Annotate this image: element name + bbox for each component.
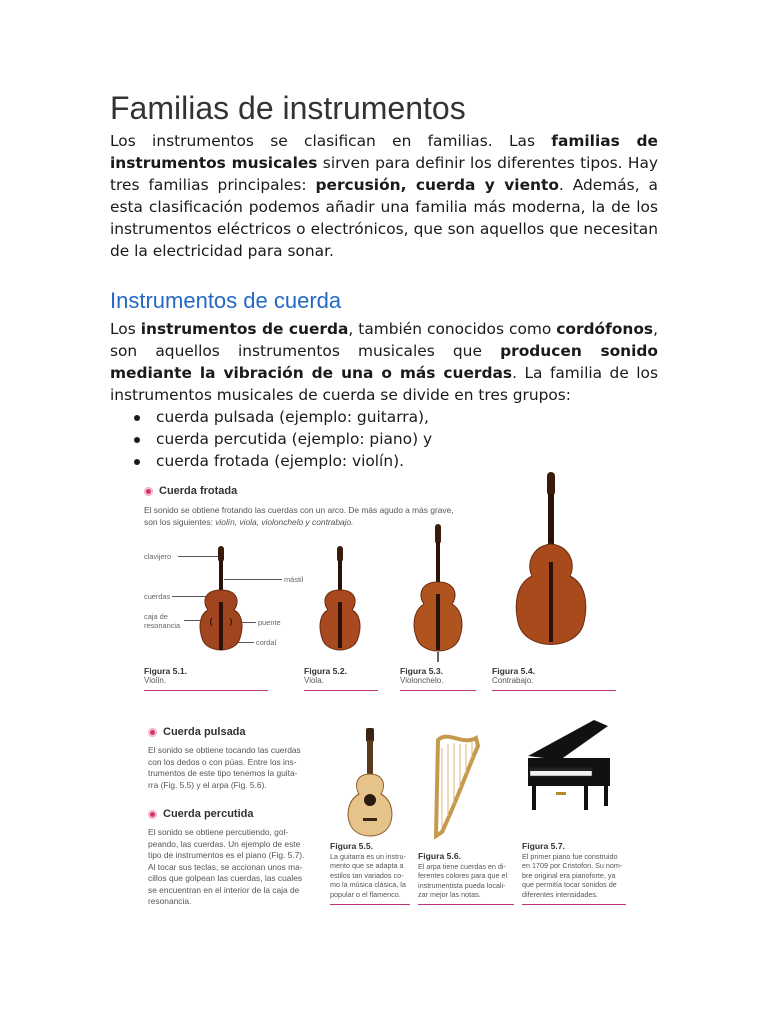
intro-text-2: sirven para definir los diferentes tipos. Hay tres familias principales: (110, 154, 658, 194)
text-line: popular o el flamenco. (330, 889, 401, 899)
frotada-text-1: El sonido se obtiene frotando las cuerdas con un arco. De más agudo a más grave, (144, 505, 454, 515)
text-line: con los dedos o con púas. Entre los ins- (148, 756, 297, 767)
caption-fig-label: Figura 5.6. (418, 851, 461, 861)
caption-fig-label: Figura 5.5. (330, 841, 373, 851)
section-bold-1: instrumentos de cuerda (140, 320, 349, 338)
caption-underline (522, 904, 626, 905)
caption-fig-5-7 (522, 842, 626, 905)
text-line: Al tocar sus teclas, se accionan unos ma- (148, 861, 303, 872)
intro-paragraph (110, 130, 658, 262)
caption-text: Contrabajo. (492, 676, 534, 685)
caption-fig-label: Figura 5.3. (400, 666, 443, 676)
text-line: que permitía tocar sonidos de (522, 880, 617, 890)
caption-underline (400, 690, 476, 691)
text-line: tipo de instrumentos es el piano (Fig. 5.7). (148, 850, 305, 860)
frotada-text-2 (144, 517, 524, 529)
text-line: mo la música clásica, la (330, 880, 406, 890)
section-text-2: , también conocidos como (348, 320, 557, 338)
label-puente: puente (258, 618, 281, 627)
text-line: rra (Fig. 5.5) y el arpa (Fig. 5.6). (148, 779, 267, 790)
pulsada-heading-text: Cuerda pulsada (163, 726, 246, 738)
text-line: bre original era pianoforte, ya (522, 870, 616, 880)
text-line: La guitarra es un instru- (330, 851, 406, 861)
caption-fig-5-6 (418, 852, 514, 905)
guitar-image (346, 728, 394, 840)
text-line: mento que se adapta a (330, 861, 404, 871)
list-item: cuerda frotada (ejemplo: violín). (156, 450, 658, 472)
cello-image (410, 524, 466, 662)
label-mastil: mástil (284, 575, 304, 584)
text-line: trumentos de este tipo tenemos la guita- (148, 768, 298, 778)
label-cordal: cordal (256, 638, 277, 647)
caption-text: Viola. (304, 676, 324, 685)
caption-underline (144, 690, 268, 691)
text-line: El primer piano fue construido (522, 851, 618, 861)
document-page (110, 86, 658, 472)
section-text-3: , son aquellos instrumentos musicales que (110, 320, 658, 360)
frotada-text-2b: violín, viola, violonchelo y contrabajo. (215, 516, 354, 527)
caption-underline (304, 690, 378, 691)
pulsada-description (148, 745, 320, 791)
percutida-heading-text: Cuerda percutida (163, 808, 254, 820)
text-line: en 1709 por Cristofori. Su nom- (522, 861, 623, 871)
section-text-1: Los (110, 320, 141, 338)
label-caja-2: resonancia (144, 621, 181, 630)
percutida-heading (148, 808, 253, 820)
section-paragraph (110, 318, 658, 406)
text-line: se encuentran en el interior de la caja de (148, 884, 300, 895)
caption-fig-label: Figura 5.4. (492, 666, 535, 676)
page-title: Familias de instrumentos (110, 90, 466, 126)
section-text-4: . La familia de los instrumentos musicales de cuerda se divide en tres grupos: (110, 364, 658, 404)
text-line: ferentes colores para que el (418, 871, 508, 881)
text-line: instrumentista pueda locali- (418, 880, 506, 890)
text-line: El arpa tiene cuerdas en di- (418, 861, 506, 871)
bullet-icon (144, 487, 153, 496)
caption-fig-5-2 (304, 666, 378, 691)
intro-text-1: Los instrumentos se clasifican en familias. Las (110, 132, 552, 150)
label-cuerdas: cuerdas (144, 592, 171, 601)
text-line: resonancia. (148, 896, 192, 906)
caption-fig-5-5 (330, 842, 410, 905)
frotada-heading (144, 485, 237, 497)
bullet-icon (148, 810, 157, 819)
contrabass-image (512, 472, 590, 662)
text-line: diferentes intensidades. (522, 889, 598, 899)
section-bold-2: cordófonos (556, 320, 654, 338)
viola-image (316, 546, 364, 660)
section-bold-3: producen sonido mediante la vibración de una o más cuerdas (110, 342, 658, 382)
list-item: cuerda pulsada (ejemplo: guitarra), (156, 406, 658, 428)
text-line: estilos tan variados co- (330, 870, 404, 880)
caption-fig-label: Figura 5.7. (522, 841, 565, 851)
frotada-description (144, 505, 524, 528)
caption-underline (418, 904, 514, 905)
caption-underline (492, 690, 616, 691)
bullet-icon (148, 728, 157, 737)
caption-fig-5-3 (400, 666, 476, 691)
groups-list (110, 406, 658, 472)
intro-bold-2: percusión, cuerda y viento (315, 176, 559, 194)
caption-fig-label: Figura 5.1. (144, 666, 187, 676)
caption-fig-label: Figura 5.2. (304, 666, 347, 676)
text-line: peando, las cuerdas. Un ejemplo de este (148, 838, 301, 849)
caption-text: Violonchelo. (400, 676, 444, 685)
label-caja-1: caja de (144, 612, 168, 621)
pulsada-heading (148, 726, 246, 738)
caption-fig-5-1 (144, 666, 268, 691)
percutida-description (148, 827, 320, 908)
text-line: El sonido se obtiene tocando las cuerdas (148, 745, 301, 755)
text-line: zar mejor las notas. (418, 890, 481, 900)
frotada-text-2a: son los siguientes: (144, 516, 216, 527)
piano-image (524, 716, 616, 812)
frotada-heading-text: Cuerda frotada (159, 485, 238, 497)
label-clavijero: clavijero (144, 552, 172, 561)
intro-bold-1: familias de instrumentos musicales (110, 132, 658, 172)
intro-text-3: . Además, a esta clasificación podemos añadir una familia más moderna, la de los instrumentos eléctricos o electrónicos, que son aquellos que necesitan de la electricidad para sonar. (110, 176, 658, 260)
list-item: cuerda percutida (ejemplo: piano) y (156, 428, 658, 450)
section-heading: Instrumentos de cuerda (110, 288, 342, 313)
caption-fig-5-4 (492, 666, 616, 691)
text-line: El sonido se obtiene percutiendo, gol- (148, 827, 289, 837)
instruments-figure (128, 472, 636, 920)
violin-image (194, 546, 248, 662)
harp-image (428, 728, 484, 838)
text-line: cillos que golpean las cuerdas, las cuales (148, 873, 303, 883)
caption-underline (330, 904, 410, 905)
caption-text: Violín. (144, 676, 167, 685)
